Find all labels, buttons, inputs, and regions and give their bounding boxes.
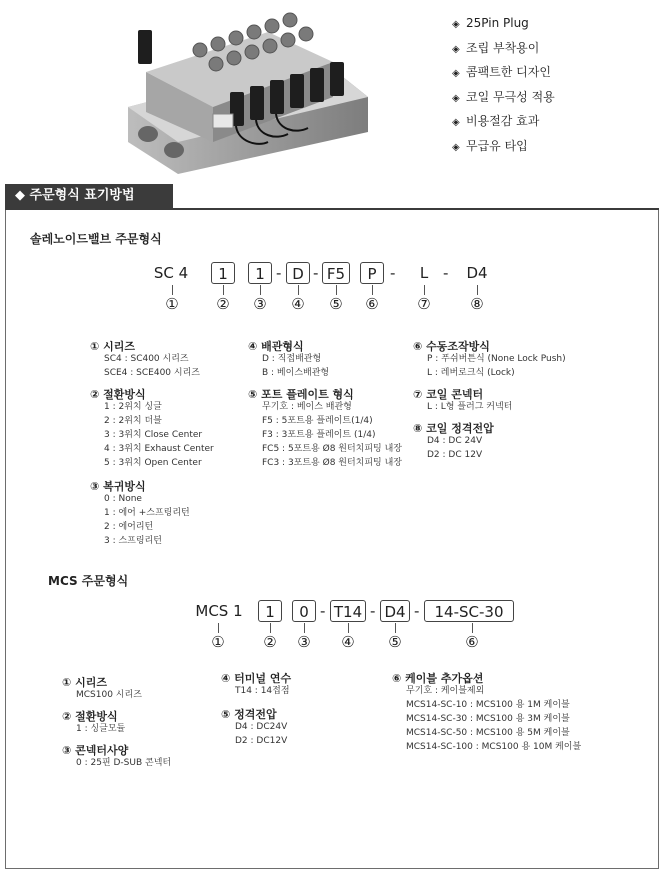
- legend-items: P : 푸쉬버튼식 (None Lock Push) L : 레버로크식 (Lock): [427, 354, 566, 378]
- marker-6: ⑥: [365, 295, 379, 313]
- code-connector-spec: 0: [292, 600, 316, 622]
- diamond-bullet-icon: ◈: [452, 68, 460, 80]
- legend-items: 1 : 싱글모듈: [76, 724, 126, 734]
- legend-items: D4 : DC24V D2 : DC12V: [235, 722, 288, 746]
- leader-line: [270, 623, 271, 633]
- code-port-plate: F5: [322, 262, 350, 284]
- diamond-bullet-icon: ◈: [452, 43, 460, 55]
- marker-3: ③: [253, 295, 267, 313]
- code-voltage: D4: [466, 264, 488, 282]
- marker-6: ⑥: [465, 633, 479, 651]
- code-series: SC 4: [153, 264, 189, 282]
- diamond-bullet-icon: ◈: [452, 141, 460, 153]
- legend-title: ② 절환방식: [90, 388, 146, 401]
- legend-title: ⑤ 포트 플레이트 형식: [248, 388, 354, 401]
- legend-items: 무기호 : 케이블제외 MCS14-SC-10 : MCS100 용 1M 케이블 MCS14-SC-30 : MCS100 용 3M 케이블 MCS14-SC-50 : MCS100 용 5M 케이블 MCS14-SC-100 : MCS100 용 10M 케이블: [406, 686, 582, 752]
- code-dash: -: [370, 602, 376, 620]
- feature-item: ◈ 콤팩트한 디자인: [452, 61, 555, 86]
- marker-8: ⑧: [470, 295, 484, 313]
- legend-title: ③ 복귀방식: [90, 480, 146, 493]
- leader-line: [172, 285, 173, 295]
- leader-line: [372, 285, 373, 295]
- legend-title: ⑤ 정격전압: [221, 708, 277, 721]
- leader-line: [298, 285, 299, 295]
- legend-title: ⑧ 코일 정격전압: [413, 422, 494, 435]
- leader-line: [472, 623, 473, 633]
- marker-1: ①: [211, 633, 225, 651]
- code-dash: -: [390, 264, 396, 282]
- code-manual-op: P: [360, 262, 384, 284]
- legend-items: 0 : None 1 : 에어 +스프링리턴 2 : 에어리턴 3 : 스프링리턴: [104, 494, 190, 546]
- legend-title: ⑦ 코일 콘넥터: [413, 388, 484, 401]
- code-dash: -: [320, 602, 326, 620]
- code-terminal: T14: [330, 600, 366, 622]
- solenoid-valve-manifold-image: [118, 2, 386, 174]
- feature-item: ◈ 코일 무극성 적용: [452, 86, 555, 111]
- leader-line: [477, 285, 478, 295]
- feature-item: ◈ 무급유 타입: [452, 135, 555, 160]
- diamond-bullet-icon: ◈: [452, 117, 460, 129]
- diamond-bullet-icon: ◈: [452, 19, 460, 30]
- marker-2: ②: [263, 633, 277, 651]
- legend-items: 1 : 2위치 싱글 2 : 2위치 더블 3 : 3위치 Close Center 4 : 3위치 Exhaust Center 5 : 3위치 Open Center: [104, 402, 214, 468]
- section-title: ◆ 주문형식 표기방법: [5, 184, 173, 208]
- leader-line: [218, 623, 219, 633]
- feature-item: ◈ 조립 부착용이: [452, 37, 555, 62]
- legend-items: D4 : DC 24V D2 : DC 12V: [427, 436, 483, 460]
- legend-title: ① 시리즈: [62, 676, 108, 689]
- code-return: 1: [248, 262, 272, 284]
- legend-title: ② 절환방식: [62, 710, 118, 723]
- legend-items: L : L형 플러그 커넥터: [427, 402, 513, 412]
- legend-items: 0 : 25핀 D-SUB 콘넥터: [76, 758, 172, 768]
- leader-line: [395, 623, 396, 633]
- code-switching: 1: [258, 600, 282, 622]
- code-connector: L: [419, 264, 429, 282]
- mcs-order-heading: MCS 주문형식: [48, 574, 129, 588]
- legend-items: MCS100 시리즈: [76, 690, 142, 700]
- leader-line: [223, 285, 224, 295]
- code-dash: -: [313, 264, 319, 282]
- marker-4: ④: [341, 633, 355, 651]
- legend-items: D : 직접배관형 B : 베이스배관형: [262, 354, 330, 378]
- leader-line: [304, 623, 305, 633]
- legend-title: ③ 콘넥터사양: [62, 744, 129, 757]
- code-series: MCS 1: [195, 602, 243, 620]
- leader-line: [336, 285, 337, 295]
- marker-7: ⑦: [417, 295, 431, 313]
- legend-title: ① 시리즈: [90, 340, 136, 353]
- leader-line: [348, 623, 349, 633]
- code-switching: 1: [211, 262, 235, 284]
- legend-items: SC4 : SC400 시리즈 SCE4 : SCE400 시리즈: [104, 354, 200, 378]
- legend-title: ④ 터미널 연수: [221, 672, 292, 685]
- legend-items: T14 : 14접점: [235, 686, 290, 696]
- code-dash: -: [276, 264, 282, 282]
- marker-5: ⑤: [329, 295, 343, 313]
- legend-title: ④ 배관형식: [248, 340, 304, 353]
- feature-item: ◈ 25Pin Plug: [452, 12, 555, 37]
- diamond-bullet-icon: ◈: [452, 92, 460, 104]
- mcs-code-row: [0, 600, 662, 624]
- legend-items: 무기호 : 베이스 배관형 F5 : 5포트용 플레이트(1/4) F3 : 3포트용 플레이트 (1/4) FC5 : 5포트용 Ø8 원터치피팅 내장 FC3 : 3포트용 Ø8 원터치피팅 내장: [262, 402, 403, 468]
- feature-item: ◈ 비용절감 효과: [452, 110, 555, 135]
- legend-title: ⑥ 수동조작방식: [413, 340, 490, 353]
- marker-4: ④: [291, 295, 305, 313]
- leader-line: [424, 285, 425, 295]
- marker-1: ①: [165, 295, 179, 313]
- marker-2: ②: [216, 295, 230, 313]
- marker-5: ⑤: [388, 633, 402, 651]
- code-cable-option: 14-SC-30: [424, 600, 514, 622]
- marker-3: ③: [297, 633, 311, 651]
- feature-list: [452, 12, 555, 160]
- code-dash: -: [414, 602, 420, 620]
- solenoid-order-heading: 솔레노이드밸브 주문형식: [30, 232, 162, 246]
- section-header: [5, 184, 659, 210]
- code-dash: -: [443, 264, 449, 282]
- leader-line: [260, 285, 261, 295]
- code-voltage: D4: [380, 600, 410, 622]
- code-piping: D: [286, 262, 310, 284]
- legend-title: ⑥ 케이블 추가옵션: [392, 672, 484, 685]
- solenoid-code-row: [0, 262, 662, 286]
